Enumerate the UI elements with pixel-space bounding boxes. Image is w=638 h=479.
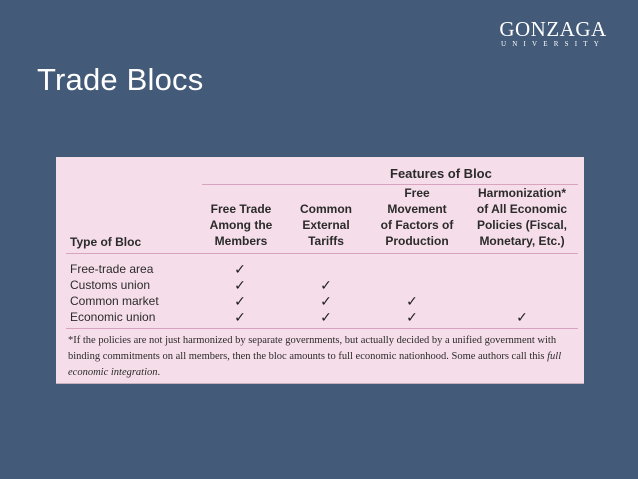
check-mark: ✓ bbox=[406, 293, 418, 309]
check-mark: ✓ bbox=[516, 309, 528, 325]
col-free-movement: Free Movement of Factors of Production bbox=[380, 186, 454, 248]
check-mark: ✓ bbox=[320, 293, 332, 309]
slide-title: Trade Blocs bbox=[37, 62, 204, 97]
footnote-text: *If the policies are not just harmonized by separate governments, but actually decided by a unified government with binding commitments on all members, then the bloc amounts to full economic nationhood. Some authors call this bbox=[68, 335, 557, 362]
check-mark: ✓ bbox=[234, 309, 246, 325]
check-mark: ✓ bbox=[320, 277, 332, 293]
row-label-common-market: Common market bbox=[70, 294, 159, 308]
check-mark: ✓ bbox=[234, 261, 246, 277]
check-mark: ✓ bbox=[234, 277, 246, 293]
col-free-trade: Free Trade Among the Members bbox=[209, 202, 273, 248]
type-of-bloc-header: Type of Bloc bbox=[70, 235, 142, 249]
row-label-economic-union: Economic union bbox=[70, 310, 156, 324]
row-label-free-trade-area: Free-trade area bbox=[70, 262, 154, 276]
row-label-customs-union: Customs union bbox=[70, 278, 151, 292]
gonzaga-logo bbox=[497, 18, 609, 48]
footnote bbox=[68, 333, 574, 381]
col-harmonization: Harmonization* of All Economic Policies (Fiscal, Monetary, Etc.) bbox=[476, 186, 568, 248]
col-common-tariffs: Common External Tariffs bbox=[300, 202, 352, 248]
footnote-end: . bbox=[157, 367, 161, 378]
check-mark: ✓ bbox=[406, 309, 418, 325]
logo-name: GONZAGA bbox=[499, 17, 607, 41]
check-mark: ✓ bbox=[320, 309, 332, 325]
column-rule bbox=[66, 253, 578, 254]
trade-bloc-table bbox=[56, 157, 584, 384]
footer-rule bbox=[66, 328, 578, 329]
features-header: Features of Bloc bbox=[390, 166, 492, 181]
logo-sub: UNIVERSITY bbox=[501, 40, 605, 48]
footnote-emphasis: full economic integration bbox=[68, 351, 562, 378]
check-mark: ✓ bbox=[234, 293, 246, 309]
